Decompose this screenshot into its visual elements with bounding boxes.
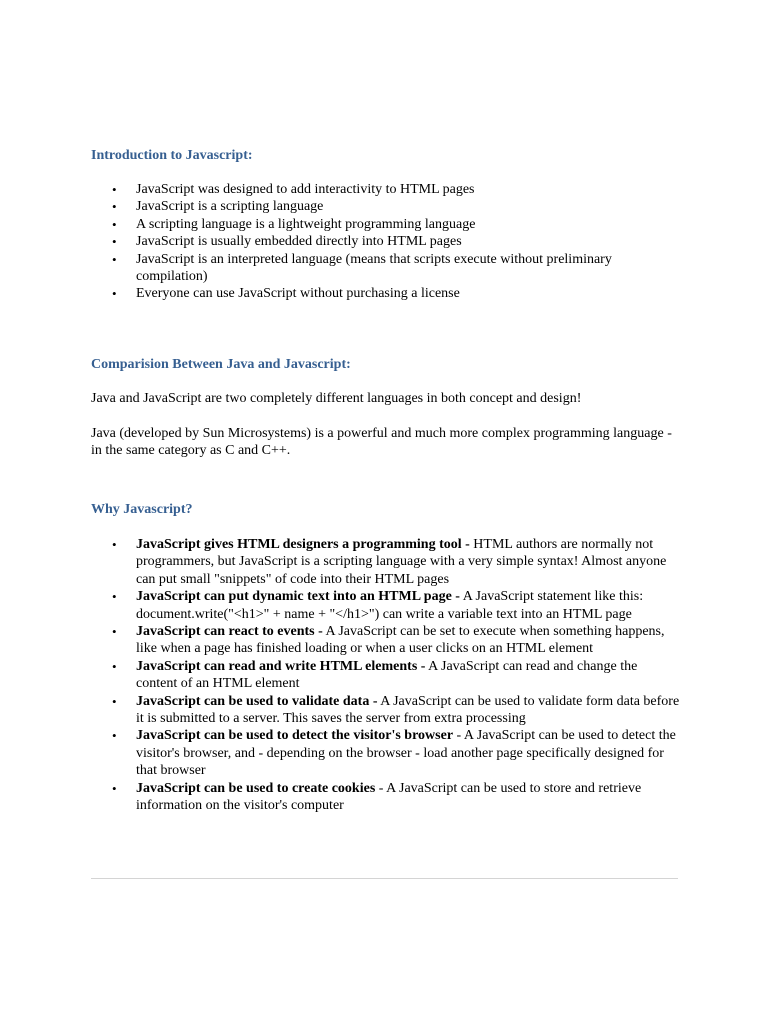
list-item bbox=[91, 588, 681, 623]
list-item bbox=[91, 623, 681, 658]
list-item-bold-lead: JavaScript can be used to validate data - bbox=[136, 693, 378, 709]
list-item-bold-lead: JavaScript can put dynamic text into an HTML page - bbox=[136, 589, 460, 605]
list-item: • JavaScript is usually embedded directly into HTML pages bbox=[91, 233, 681, 250]
list-item-bold-lead: JavaScript gives HTML designers a programming tool - bbox=[136, 537, 470, 552]
why-heading: Why Javascript? bbox=[91, 502, 193, 517]
list-item-text: A JavaScript can be set to execute when something happens, like when a page has finished loading or when a user clicks on an HTML element bbox=[136, 624, 665, 657]
list-item-bold-lead: JavaScript can be used to detect the visitor's browser bbox=[136, 728, 454, 744]
list-item-bold-lead: JavaScript can read and write HTML elements - bbox=[136, 658, 426, 674]
list-item: • JavaScript is an interpreted language (means that scripts execute without preliminary compilation) bbox=[91, 251, 681, 286]
list-item: • JavaScript is a scripting language bbox=[91, 198, 681, 215]
comparison-paragraph-1: Java and JavaScript are two completely different languages in both concept and design! bbox=[91, 391, 582, 406]
list-item-text: - A JavaScript can be used to detect the visitor's browser, and - depending on the browser - load another page specifically designed for that browser bbox=[136, 728, 676, 779]
list-item bbox=[91, 780, 681, 815]
list-item-bold-lead: JavaScript can be used to create cookies bbox=[136, 780, 376, 796]
list-item bbox=[91, 536, 681, 588]
comparison-heading: Comparision Between Java and Javascript: bbox=[91, 357, 351, 372]
list-item-text: - A JavaScript can be used to store and retrieve information on the visitor's computer bbox=[136, 780, 642, 814]
list-item bbox=[91, 658, 681, 693]
list-item-text: A JavaScript statement like this: document.write("<h1>" + name + "</h1>") can write a variable text into an HTML page bbox=[136, 589, 644, 622]
list-item: • JavaScript was designed to add interactivity to HTML pages bbox=[91, 181, 681, 198]
list-item-text: A JavaScript can read and change the content of an HTML element bbox=[136, 658, 638, 692]
list-item-text: A JavaScript can be used to validate form data before it is submitted to a server. This saves the server from extra processing bbox=[136, 693, 680, 727]
horizontal-divider bbox=[91, 878, 678, 879]
comparison-paragraph-2: Java (developed by Sun Microsystems) is a powerful and much more complex programming language - in the same category as C and C++. bbox=[91, 426, 672, 459]
list-item-text: HTML authors are normally not programmers, but JavaScript is a scripting language with a very simple syntax! Almost anyone can put small "snippets" of code into their HTML pages bbox=[136, 537, 667, 587]
why-list bbox=[91, 536, 681, 815]
intro-heading: Introduction to Javascript: bbox=[91, 148, 253, 163]
list-item: • A scripting language is a lightweight programming language bbox=[91, 216, 681, 233]
list-item-bold-lead: JavaScript can react to events - bbox=[136, 624, 323, 640]
list-item bbox=[91, 693, 681, 728]
intro-list bbox=[91, 181, 681, 303]
list-item bbox=[91, 727, 681, 779]
list-item: • Everyone can use JavaScript without purchasing a license bbox=[91, 285, 681, 302]
